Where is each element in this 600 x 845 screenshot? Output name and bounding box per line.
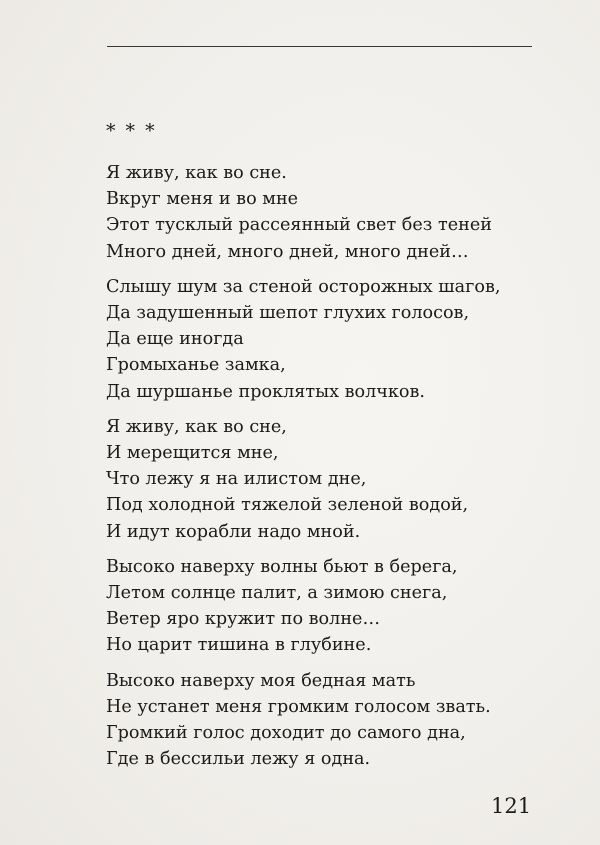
section-asterisks: * * * — [106, 120, 157, 142]
poem-line: Под холодной тяжелой зеленой водой, — [106, 495, 469, 516]
stanza-4 — [106, 554, 546, 659]
poem-line: Этот тусклый рассеянный свет без теней — [106, 215, 492, 236]
poem-line: Слышу шум за стеной осторожных шагов, — [106, 276, 501, 297]
header-rule — [107, 46, 532, 47]
poem-line: Я живу, как во сне, — [106, 416, 287, 437]
poem-line: Высоко наверху волны бьют в берега, — [106, 556, 458, 577]
poem-line: Но царит тишина в глубине. — [106, 635, 372, 656]
stanza-5 — [106, 668, 546, 773]
stanza-2 — [106, 274, 546, 405]
poem-line: Ветер яро кружит по волне… — [106, 609, 381, 630]
poem-line: Вкруг меня и во мне — [106, 189, 299, 210]
poem-line: Где в бессильи лежу я одна. — [106, 749, 371, 770]
poem-line: Летом солнце палит, а зимою снега, — [106, 583, 448, 604]
poem-line: Я живу, как во сне. — [106, 163, 287, 183]
page-number: 121 — [491, 794, 532, 818]
poem-line: И идут корабли надо мной. — [106, 521, 361, 542]
poem-line: Да задушенный шепот глухих голосов, — [106, 303, 470, 324]
poem-line: Много дней, много дней, много дней… — [106, 241, 469, 262]
poem-line: Высоко наверху моя бедная мать — [106, 670, 416, 691]
poem-line: Громыханье замка, — [106, 355, 286, 376]
poem-line: Да еще иногда — [106, 329, 244, 350]
poem-line: Громкий голос доходит до самого дна, — [106, 723, 466, 744]
poem-line: Что лежу я на илистом дне, — [106, 469, 367, 490]
stanza-1 — [106, 160, 546, 265]
stanza-3 — [106, 414, 546, 545]
poem-line: И мерещится мне, — [106, 443, 279, 464]
poem — [106, 160, 546, 781]
poem-line: Да шуршанье проклятых волчков. — [106, 381, 426, 402]
poem-line: Не устанет меня громким голосом звать. — [106, 696, 491, 717]
